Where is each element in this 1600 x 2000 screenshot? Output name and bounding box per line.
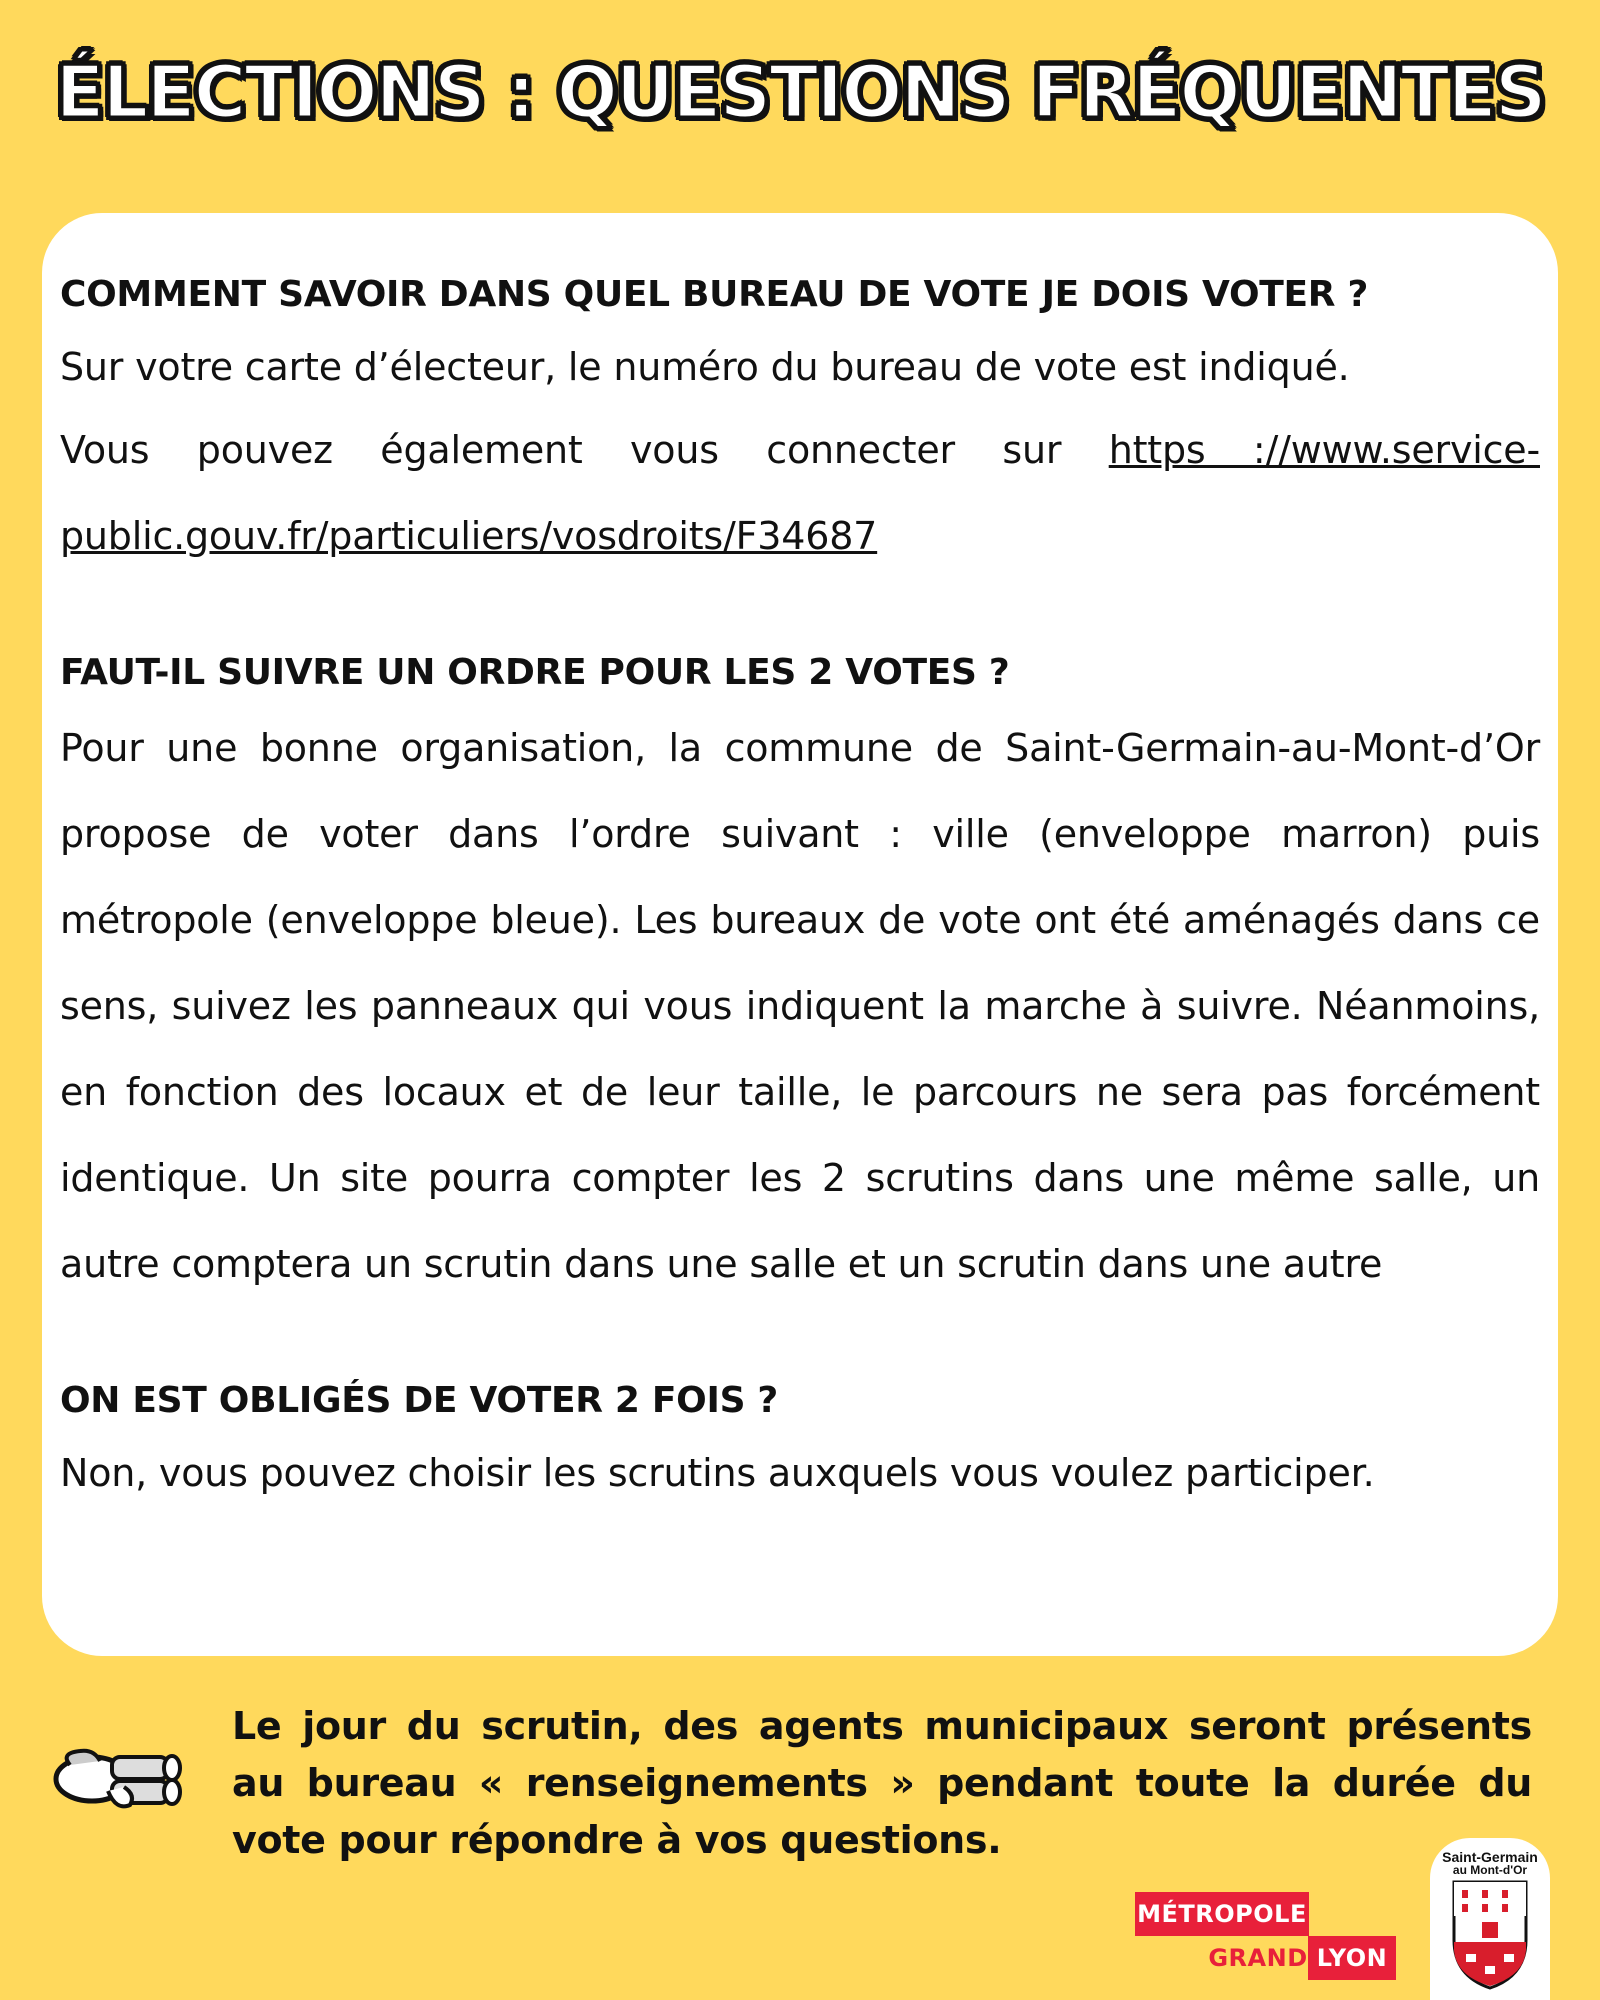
- faq-answer: Sur votre carte d’électeur, le numéro du bureau de vote est indiqué.: [60, 345, 1350, 389]
- binoculars-icon: [50, 1735, 195, 1825]
- shield-icon: [1452, 1880, 1528, 1990]
- service-public-link[interactable]: https ://www.service-public.gouv.fr/particuliers/vosdroits/F34687: [60, 428, 1540, 558]
- metropole-logo-grand: GRAND: [1208, 1944, 1308, 1972]
- faq-question: FAUT-IL SUIVRE UN ORDRE POUR LES 2 VOTES ?: [60, 652, 1010, 693]
- faq-item: [60, 1369, 1540, 1513]
- faq-item: [60, 263, 1540, 579]
- faq-answer: Pour une bonne organisation, la commune de Saint-Germain-au-Mont-d’Or propose de voter dans l’ordre suivant : ville (enveloppe marron) puis métropole (enveloppe bleue). Les bureaux de vote ont été aménagés dans ce sens, suivez les panneaux qui vous indiquent la marche à suivre. Néanmoins, en fonction des locaux et de leur taille, le parcours ne sera pas forcément identique. Un site pourra compter les 2 scrutins dans une même salle, un autre comptera un scrutin dans une salle et un scrutin dans une autre: [60, 726, 1540, 1286]
- crest-name: Saint-Germain: [1442, 1849, 1538, 1865]
- crest-subtitle: au Mont-d'Or: [1452, 1863, 1528, 1877]
- faq-card: [42, 213, 1558, 1656]
- metropole-logo-top: MÉTROPOLE: [1135, 1892, 1309, 1936]
- faq-answer-link-paragraph: [60, 407, 1540, 579]
- footer-info-text: Le jour du scrutin, des agents municipaux seront présents au bureau « renseignements » pendant toute la durée du vote pour répondre à vos questions.: [232, 1704, 1532, 1862]
- faq-answer-text: Vous pouvez également vous connecter sur: [60, 428, 1109, 472]
- faq-question: COMMENT SAVOIR DANS QUEL BUREAU DE VOTE JE DOIS VOTER ?: [60, 274, 1369, 315]
- saint-germain-crest: [1430, 1838, 1550, 2000]
- page-title: ÉLECTIONS : QUESTIONS FRÉQUENTES: [55, 50, 1545, 134]
- faq-item: [60, 641, 1540, 1307]
- metropole-logo-lyon: LYON: [1308, 1936, 1396, 1980]
- faq-answer: Non, vous pouvez choisir les scrutins auxquels vous voulez participer.: [60, 1451, 1375, 1495]
- faq-question: ON EST OBLIGÉS DE VOTER 2 FOIS ?: [60, 1380, 779, 1421]
